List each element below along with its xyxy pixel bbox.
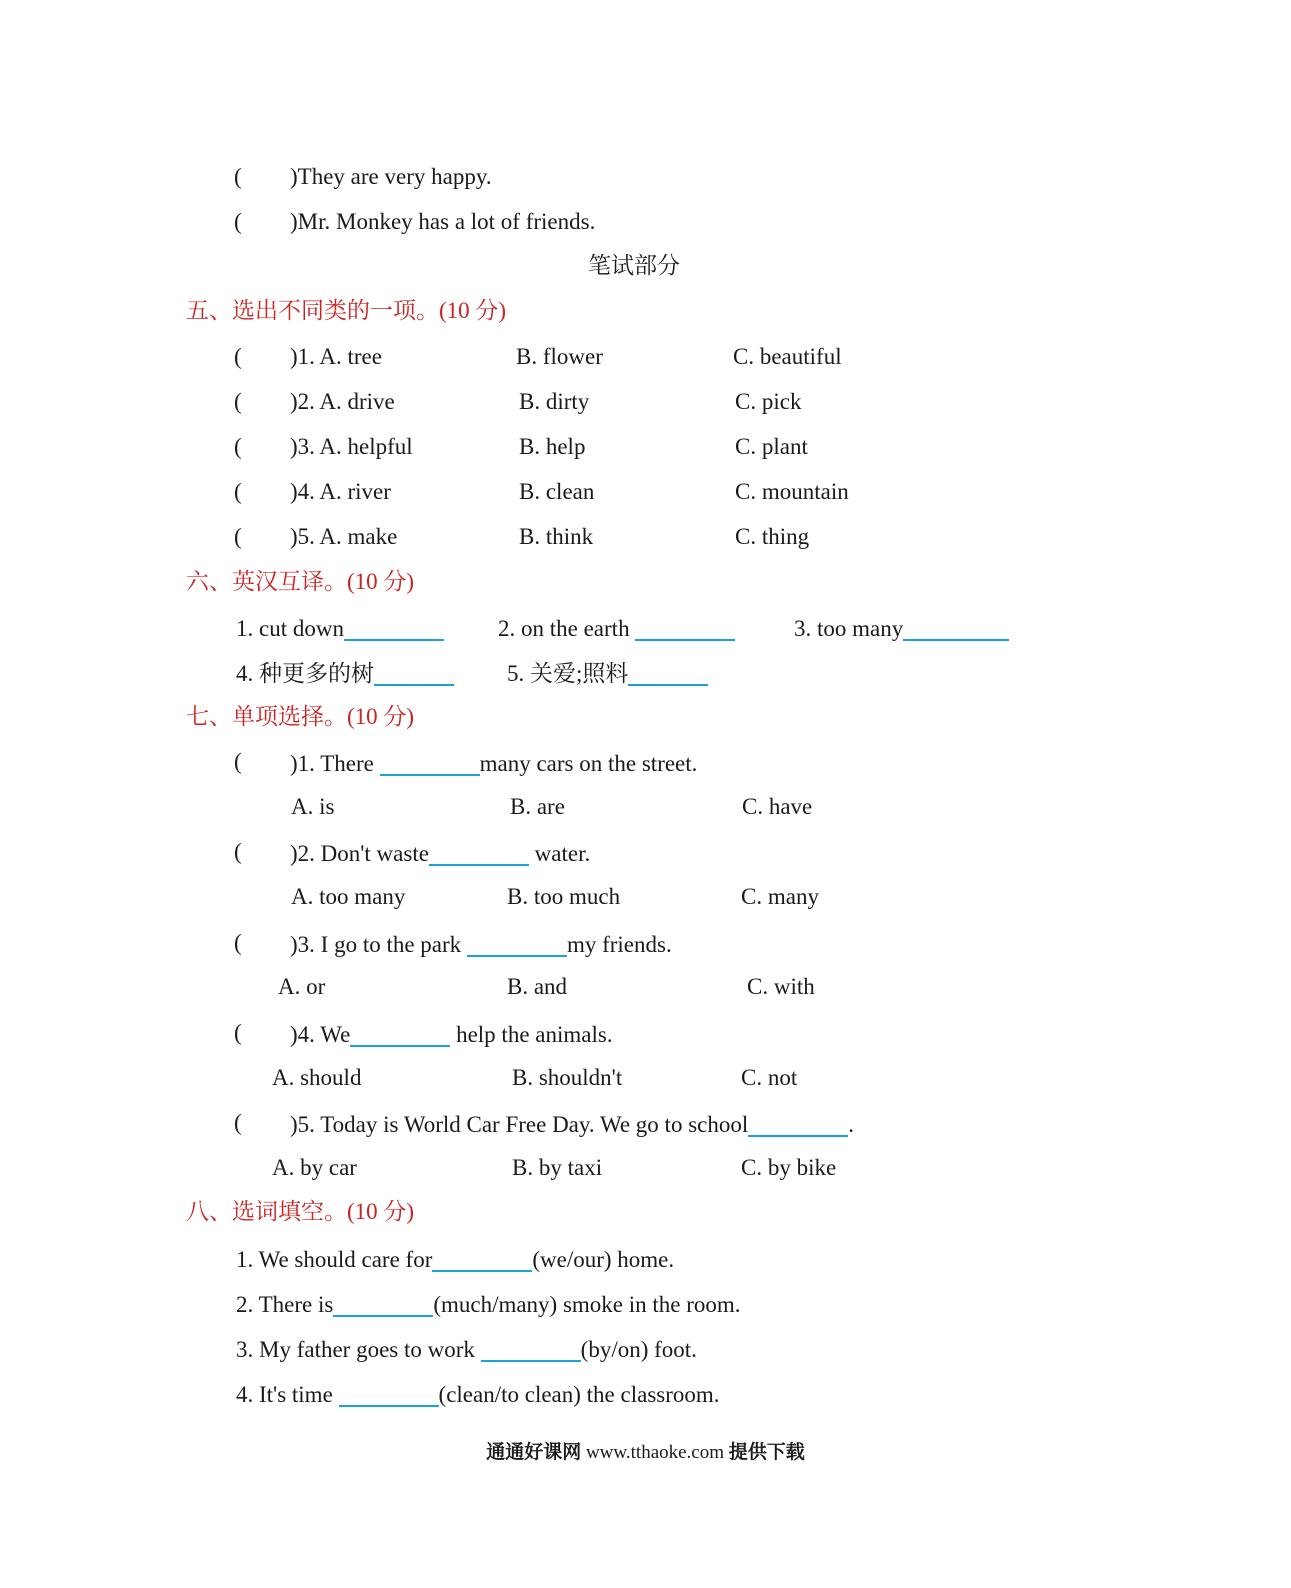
s8-item-4-post: (clean/to clean) the classroom. [438,1382,720,1407]
s7-q1-stem [290,747,697,779]
answer-paren[interactable]: ( [234,344,242,369]
answer-blank[interactable] [481,1338,581,1362]
s5-q4-option-a: )4. A. river [290,479,391,504]
s7-q5-stem-post: . [848,1112,854,1137]
answer-blank[interactable] [333,1293,433,1317]
s7-q5-stem [290,1108,854,1140]
s6-item-3-text: 3. too many [794,616,904,641]
s8-item-4 [236,1378,720,1410]
s6-item-3 [794,612,1009,644]
section6-heading: 六、英汉互译。(10 分) [186,569,415,594]
answer-blank[interactable] [380,752,480,776]
s7-q1-option-b: B. are [510,794,565,819]
s5-q3-option-b: B. help [519,434,586,459]
s7-q4-stem-pre: )4. We [290,1022,351,1047]
s6-item-4-text: 4. 种更多的树 [236,661,374,686]
s6-item-1-text: 1. cut down [236,616,344,641]
s8-item-1-post: (we/our) home. [532,1247,675,1272]
answer-blank[interactable] [432,1248,532,1272]
s7-q3-stem-pre: )3. I go to the park [290,932,467,957]
answer-blank[interactable] [748,1113,848,1137]
answer-blank[interactable] [903,617,1009,641]
s5-q4-option-c: C. mountain [735,479,849,504]
s6-item-4 [236,657,454,689]
s7-q1-option-c: C. have [742,794,813,819]
section-title-written: 笔试部分 [588,253,680,278]
answer-paren[interactable]: ( [234,164,242,189]
answer-paren[interactable]: ( [234,434,242,459]
s8-item-1 [236,1243,674,1275]
s6-item-5 [507,657,708,689]
answer-blank[interactable] [429,842,529,866]
answer-paren[interactable]: ( [234,1020,242,1045]
answer-paren[interactable]: ( [234,930,242,955]
s7-q3-stem-post: my friends. [566,932,672,957]
s8-item-3 [236,1333,697,1365]
footer-site-name: 通通好课网 [486,1442,582,1463]
answer-paren[interactable]: ( [234,1110,242,1135]
listening-statement: )Mr. Monkey has a lot of friends. [290,209,596,234]
footer-download-text: 提供下载 [728,1442,805,1463]
footer-url[interactable]: www.tthaoke.com [585,1442,725,1463]
page-footer [0,1438,1291,1468]
listening-statement: )They are very happy. [290,164,492,189]
section5-heading: 五、选出不同类的一项。(10 分) [186,298,507,323]
s7-q3-option-c: C. with [747,974,815,999]
s5-q1-option-c: C. beautiful [733,344,842,369]
answer-blank[interactable] [339,1383,439,1407]
s6-item-1 [236,612,444,644]
s7-q3-option-b: B. and [507,974,568,999]
s7-q2-stem-post: water. [528,841,591,866]
answer-blank[interactable] [350,1023,450,1047]
s8-item-3-pre: 3. My father goes to work [236,1337,481,1362]
s7-q4-stem-post: help the animals. [450,1022,613,1047]
answer-paren[interactable]: ( [234,209,242,234]
s7-q3-stem [290,928,672,960]
answer-blank[interactable] [467,933,567,957]
s8-item-2-pre: 2. There is [236,1292,334,1317]
s5-q3-option-a: )3. A. helpful [290,434,413,459]
s7-q2-option-a: A. too many [291,884,406,909]
section8-heading: 八、选词填空。(10 分) [186,1199,415,1224]
s8-item-3-post: (by/on) foot. [580,1337,697,1362]
s5-q1-option-b: B. flower [516,344,603,369]
s5-q2-option-a: )2. A. drive [290,389,395,414]
s7-q4-stem [290,1018,613,1050]
s8-item-4-pre: 4. It's time [236,1382,339,1407]
s7-q5-option-c: C. by bike [741,1155,837,1180]
s7-q4-option-b: B. shouldn't [512,1065,623,1090]
s7-q1-stem-pre: )1. There [290,751,380,776]
s7-q1-option-a: A. is [291,794,335,819]
answer-paren[interactable]: ( [234,524,242,549]
answer-blank[interactable] [628,662,708,686]
s5-q5-option-c: C. thing [735,524,810,549]
s5-q4-option-b: B. clean [519,479,595,504]
s6-item-5-text: 5. 关爱;照料 [507,661,629,686]
answer-blank[interactable] [344,617,444,641]
s7-q1-stem-post: many cars on the street. [479,751,698,776]
answer-blank[interactable] [374,662,454,686]
answer-paren[interactable]: ( [234,479,242,504]
s5-q3-option-c: C. plant [735,434,808,459]
s7-q5-stem-pre: )5. Today is World Car Free Day. We go to school [290,1112,749,1137]
s7-q3-option-a: A. or [278,974,326,999]
s7-q5-option-a: A. by car [272,1155,357,1180]
s5-q5-option-b: B. think [519,524,594,549]
s6-item-2 [498,612,735,644]
s5-q2-option-c: C. pick [735,389,802,414]
s5-q5-option-a: )5. A. make [290,524,398,549]
s7-q2-stem [290,837,590,869]
s8-item-1-pre: 1. We should care for [236,1247,433,1272]
s7-q4-option-c: C. not [741,1065,798,1090]
s7-q2-option-c: C. many [741,884,819,909]
s5-q1-option-a: )1. A. tree [290,344,382,369]
s8-item-2 [236,1288,741,1320]
s7-q2-stem-pre: )2. Don't waste [290,841,429,866]
section7-heading: 七、单项选择。(10 分) [186,704,415,729]
answer-paren[interactable]: ( [234,749,242,774]
s5-q2-option-b: B. dirty [519,389,590,414]
s7-q2-option-b: B. too much [507,884,621,909]
s6-item-2-text: 2. on the earth [498,616,630,641]
answer-paren[interactable]: ( [234,389,242,414]
s7-q5-option-b: B. by taxi [512,1155,603,1180]
s8-item-2-post: (much/many) smoke in the room. [433,1292,741,1317]
answer-paren[interactable]: ( [234,839,242,864]
s7-q4-option-a: A. should [272,1065,362,1090]
answer-blank[interactable] [635,617,735,641]
